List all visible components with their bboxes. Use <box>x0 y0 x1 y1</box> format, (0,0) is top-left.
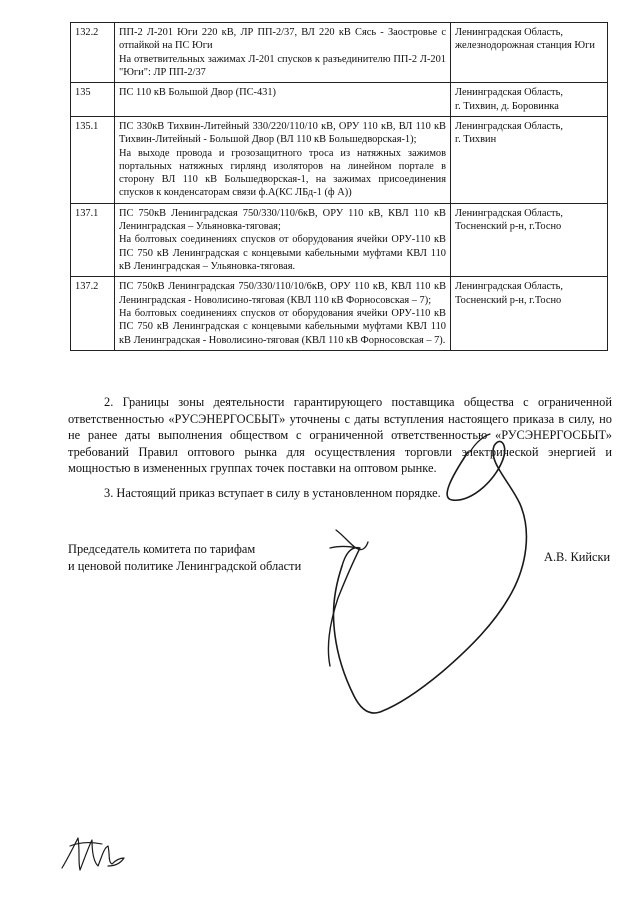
paragraph-effective-date: 3. Настоящий приказ вступает в силу в установленном порядке. <box>104 486 441 500</box>
point-number: 137.2 <box>71 277 115 351</box>
point-number: 135.1 <box>71 116 115 203</box>
point-number: 132.2 <box>71 23 115 83</box>
location-line: Ленинградская Область, железнодорожная станция Юги <box>455 27 595 52</box>
signature-stroke <box>333 441 526 713</box>
location-line: Тосненский р-н, г.Тосно <box>455 221 562 233</box>
paragraph-zone-boundaries: 2. Границы зоны деятельности гарантирующего поставщика общества с ограниченной ответственностью «РУСЭНЕРГОСБЫТ» уточнены с даты вступления настоящего приказа в силу, но не ранее даты выполнения обществом с ограниченной ответственностью «РУСЭНЕРГОСБЫТ» требований Правил оптового рынка для осуществления торговли электрической энергией и мощностью в измененных группах точек поставки на оптовом рынке. <box>68 395 612 475</box>
location-line: г. Тихвин, д. Боровинка <box>455 100 559 112</box>
signatory-position-line: и ценовой политике Ленинградской области <box>68 559 302 573</box>
signatory-name: А.В. Кийски <box>544 550 611 564</box>
location-line: Ленинградская Область, <box>455 281 563 293</box>
description-line: ПС 330кВ Тихвин-Литейный 330/220/110/10 кВ, ОРУ 110 кВ, ВЛ 110 кВ Тихвин-Литейный - Большой Двор (ВЛ 110 кВ Большедворская-1); <box>119 120 446 146</box>
signatory-position-line: Председатель комитета по тарифам <box>68 542 256 556</box>
description-line: На болтовых соединениях спусков от оборудования ячейки ОРУ-110 кВ ПС 750 кВ Ленинградская с концевыми кабельными муфтами КВЛ 110 кВ Ленинградская – Ульяновка-тяговая. <box>119 234 446 272</box>
location-line: г. Тихвин <box>455 134 497 146</box>
location-line: Ленинградская Область, <box>455 87 563 99</box>
description-line: ПП-2 Л-201 Юги 220 кВ, ЛР ПП-2/37, ВЛ 220 кВ Сясь - Заостровье с отпайкой на ПС Юги <box>119 27 446 52</box>
description-line: На выходе провода и грозозащитного троса из натяжных зажимов портальных натяжных гирлянд изоляторов на линейном портале в сторону ВЛ 110 кВ Большедворская-1, на зажимах присоединения спусков к конденсаторам связи ф.А(КС ЛБд-1 (ф А)) <box>119 147 446 199</box>
location-line: Ленинградская Область, <box>455 120 563 132</box>
point-number: 135 <box>71 83 115 117</box>
description-line: ПС 750кВ Ленинградская 750/330/110/6кВ, ОРУ 110 кВ, КВЛ 110 кВ Ленинградская – Ульяновка-тяговая; <box>119 207 446 233</box>
description-line: На болтовых соединениях спусков от оборудования ячейки ОРУ-110 кВ ПС 750 кВ Ленинградская с концевыми кабельными муфтами КВЛ 110 кВ Ленинградская - Новолисино-тяговая (КВЛ 110 кВ Форносовская – 7). <box>119 307 446 346</box>
point-number: 137.1 <box>71 203 115 277</box>
location-line: Тосненский р-н, г.Тосно <box>455 294 562 306</box>
description-line: ПС 750кВ Ленинградская 750/330/110/10/6кВ, ОРУ 110 кВ, КВЛ 110 кВ Ленинградская - Новолисино-тяговая (КВЛ 110 кВ Форносовская – 7); <box>119 281 446 306</box>
description-line: ПС 110 кВ Большой Двор (ПС-431) <box>119 87 277 99</box>
location-line: Ленинградская Область, <box>455 207 563 219</box>
description-line: На ответвительных зажимах Л-201 спусков к разъединителю ПП-2 Л-201 "Юги": ЛР ПП-2/37 <box>119 53 446 78</box>
signature-stroke <box>330 547 358 549</box>
signature-stroke <box>470 434 490 452</box>
